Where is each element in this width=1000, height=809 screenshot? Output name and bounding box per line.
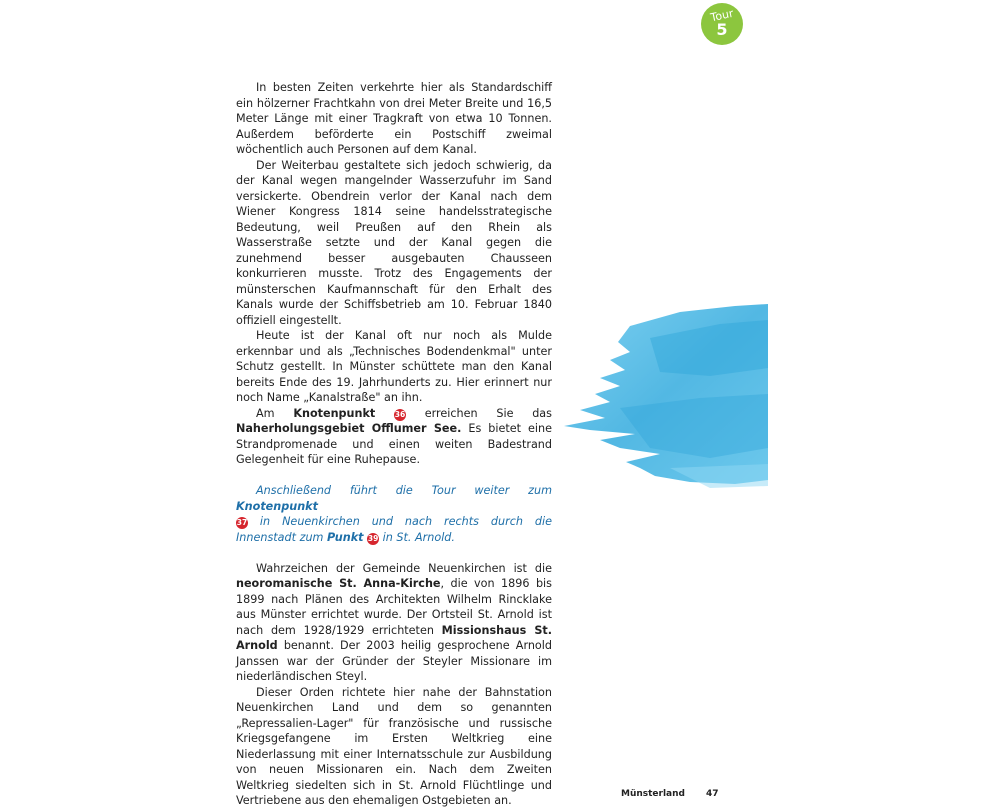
tour-badge-number: 5 [716, 20, 728, 39]
bold-naherholungsgebiet: Naherholungsgebiet Offlumer See. [236, 422, 462, 435]
bold-missionshaus: Missionshaus St. Arnold [236, 623, 552, 652]
tour-badge-word: Tour [709, 6, 735, 25]
route-instruction: Anschließend führt die Tour weiter zum Knotenpunkt 37 in Neuenkirchen und nach rechts durch die Innenstadt zum Punkt 39 in St. Arnold. [236, 484, 552, 544]
knotenpunkt-37-marker: 37 [236, 518, 248, 527]
page-number: 47 [706, 789, 719, 799]
footer-region: Münsterland [621, 789, 685, 799]
punkt-39-marker: 39 [367, 533, 379, 543]
knotenpunkt-36-marker: 36 [394, 409, 406, 419]
bold-knotenpunkt: Knotenpunkt [293, 406, 376, 420]
tour-badge [701, 3, 743, 45]
route-bold-knotenpunkt: Knotenpunkt [236, 499, 318, 513]
bold-st-anna-kirche: neoromanische St. Anna-Kirche [236, 577, 441, 590]
paragraph-orden: Dieser Orden richtete hier nahe der Bahnstation Neuenkirchen Land und dem so genannten „Repressalien-Lager" für französische und russische Kriegsgefangene im Ersten Weltkrieg eine Niederlassung mit einer Internatsschule zur Ausbildung von neuen Missionaren ein. Nach dem Zweiten Weltkrieg siedelten sich in St. Arnold Flüchtlinge und Vertriebene aus den ehemaligen Ostgebieten an. [236, 685, 552, 807]
paragraph-neuenkirchen: Wahrzeichen der Gemeinde Neuenkirchen ist die neoromanische St. Anna-Kirche, die von 1896 bis 1899 nach Plänen des Architekten Wilhelm Rincklake aus Münster errichtet wurde. Der Ortsteil St. Arnold ist nach dem 1928/1929 errichteten Missionshaus St. Arnold benannt. Der 2003 heilig gesprochene Arnold Janssen war der Gründer der Steyler Missionare im niederländischen Steyl. [236, 561, 552, 683]
watercolor-brushstroke [560, 298, 768, 490]
paragraph-heute: Heute ist der Kanal oft nur noch als Mulde erkennbar und als „Technisches Bodendenkmal" unter Schutz gestellt. In Münster schüttete man den Kanal bereits Ende des 19. Jahrhunderts zu. Hier erinnert nur noch Name „Kanalstraße" an ihn. [236, 329, 552, 404]
paragraph-weiterbau: Der Weiterbau gestaltete sich jedoch schwierig, da der Kanal wegen mangelnder Wasserzufuhr im Sand versickerte. Obendrein verlor der Kanal nach dem Wiener Kongress 1814 seine handelsstrategische Bedeutung, weil Preußen auf den Rhein als Wasserstraße setzte und der Kanal gegen die zunehmend besser ausgebauten Chausseen konkurrieren musste. Trotz des Engagements der münsterschen Kaufmannschaft für den Erhalt des Kanals wurde der Schiffsbetrieb am 10. Februar 1840 offiziell eingestellt. [236, 158, 552, 327]
paragraph-offlumer-see: Am Knotenpunkt 36 erreichen Sie das Naherholungsgebiet Offlumer See. Es bietet eine Strandpromenade und einen weiten Badestrand Gelegenheit für eine Ruhepause. [236, 406, 553, 466]
route-bold-punkt: Punkt [327, 530, 364, 544]
main-text-column [236, 80, 552, 809]
paragraph-standardschiff: In besten Zeiten verkehrte hier als Standardschiff ein hölzerner Frachtkahn von drei Meter Breite und 16,5 Meter Länge mit einer Tragkraft von etwa 10 Tonnen. Außerdem beförderte ein Postschiff zweimal wöchentlich auch Personen auf dem Kanal. [236, 81, 552, 156]
